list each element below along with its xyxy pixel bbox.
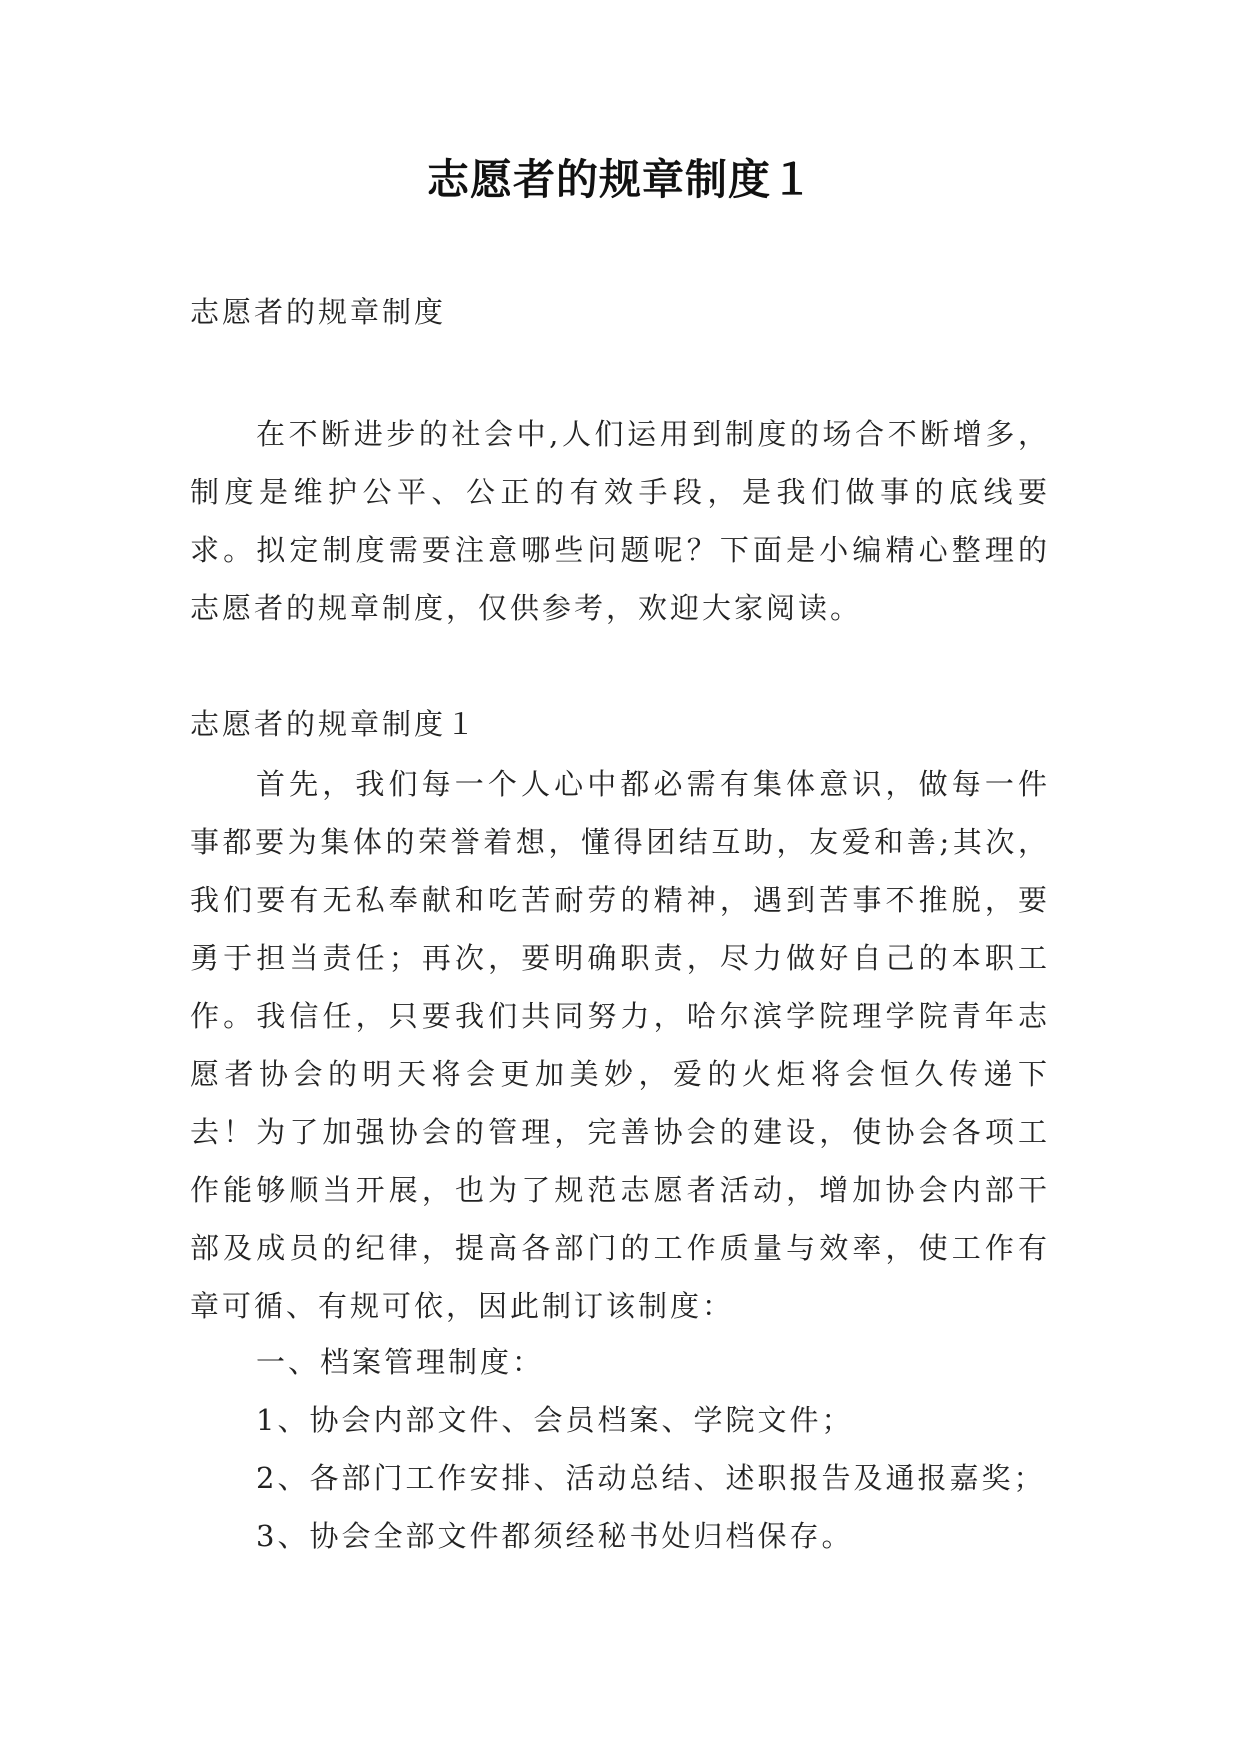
list-heading: 一、档案管理制度： xyxy=(256,1345,545,1379)
document-subtitle: 志愿者的规章制度 xyxy=(190,295,447,329)
list-item: 1、协会内部文件、会员档案、学院文件； xyxy=(256,1403,854,1437)
body-paragraph: 首先，我们每一个人心中都必需有集体意识，做每一件事都要为集体的荣誉着想，懂得团结互助，友爱和善;其次，我们要有无私奉献和吃苦耐劳的精神，遇到苦事不推脱，要勇于担当责任；再次，要明确职责，尽力做好自己的本职工作。我信任，只要我们共同努力，哈尔滨学院理学院青年志愿者协会的明天将会更加美妙，爱的火炬将会恒久传递下去！为了加强协会的管理，完善协会的建设，使协会各项工作能够顺当开展，也为了规范志愿者活动，增加协会内部干部及成员的纪律，提高各部门的工作质量与效率，使工作有章可循、有规可依，因此制订该制度： xyxy=(190,767,1050,1323)
intro-paragraph: 在不断进步的社会中,人们运用到制度的场合不断增多，制度是维护公平、公正的有效手段，是我们做事的底线要求。拟定制度需要注意哪些问题呢？下面是小编精心整理的志愿者的规章制度，仅供参考，欢迎大家阅读。 xyxy=(190,417,1050,625)
list-item: 2、各部门工作安排、活动总结、述职报告及通报嘉奖； xyxy=(256,1461,1046,1495)
section-heading: 志愿者的规章制度１ xyxy=(190,707,479,741)
document-title: 志愿者的规章制度１ xyxy=(426,155,814,204)
list-item: 3、协会全部文件都须经秘书处归档保存。 xyxy=(256,1519,854,1553)
